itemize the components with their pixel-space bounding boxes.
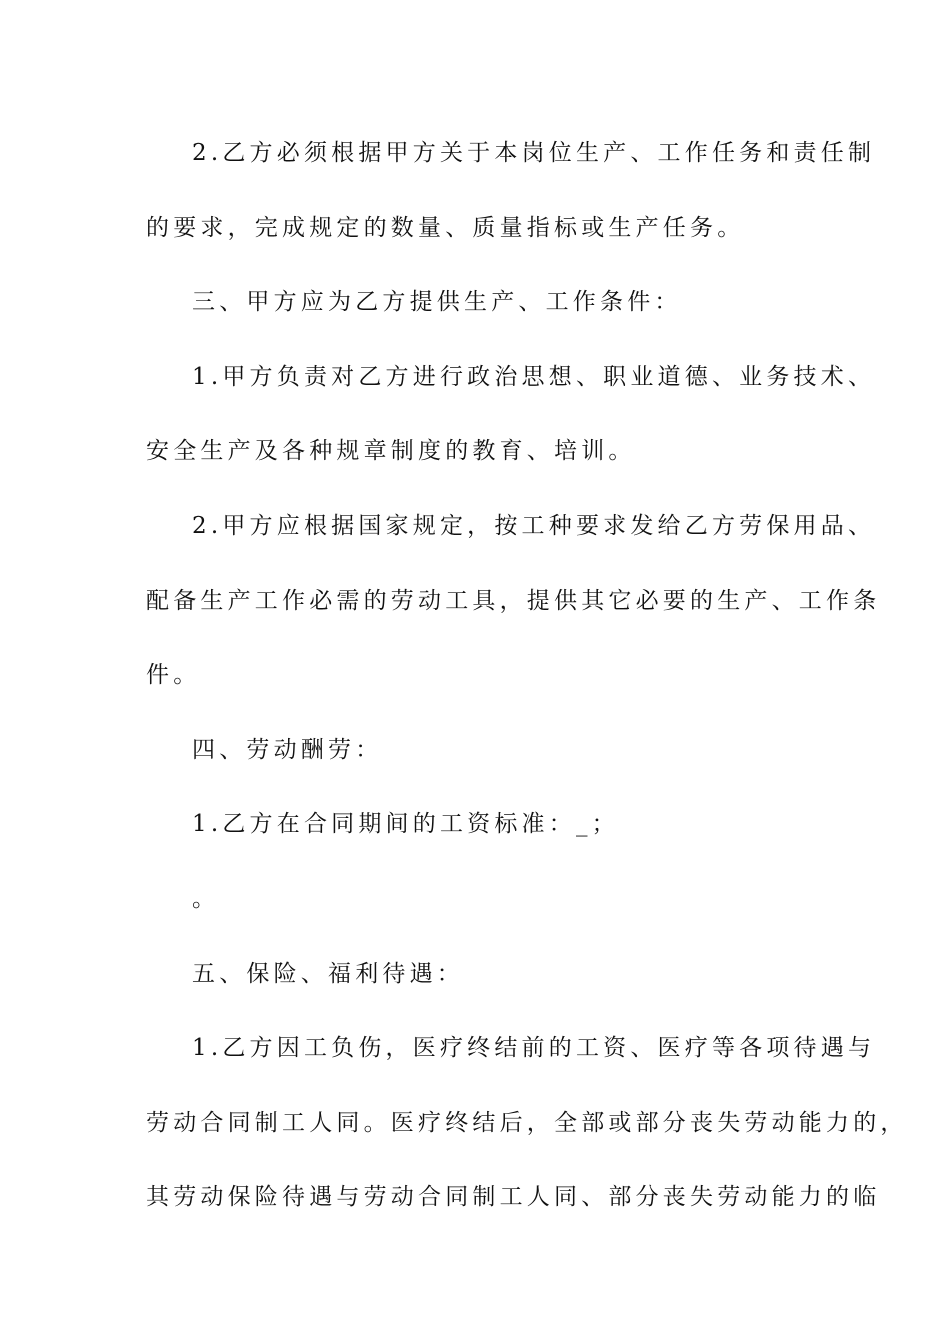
document-body: [146, 125, 908, 1244]
text-line-13: 1.乙方因工负伤，医疗终结前的工资、医疗等各项待遇与: [192, 1035, 876, 1062]
section-heading-4: 四、劳动酬劳：: [192, 736, 383, 763]
text-line-15: 其劳动保险待遇与劳动合同制工人同、部分丧失劳动能力的临: [146, 1184, 881, 1211]
text-line-5: 安全生产及各种规章制度的教育、培训。: [146, 438, 636, 465]
text-line-14: 劳动合同制工人同。医疗终结后，全部或部分丧失劳动能力的，: [146, 1109, 908, 1136]
text-line-2: 的要求，完成规定的数量、质量指标或生产任务。: [146, 214, 745, 241]
text-line-1: 2.乙方必须根据甲方关于本岗位生产、工作任务和责任制: [192, 140, 876, 166]
text-line-4: 1.甲方负责对乙方进行政治思想、职业道德、业务技术、: [192, 363, 876, 390]
text-line-10: 1.乙方在合同期间的工资标准：_；: [192, 811, 619, 838]
section-heading-3: 三、甲方应为乙方提供生产、工作条件：: [192, 289, 682, 316]
text-line-11: 。: [192, 885, 220, 912]
text-line-7: 配备生产工作必需的劳动工具，提供其它必要的生产、工作条: [146, 587, 881, 614]
section-heading-5: 五、保险、福利待遇：: [192, 960, 464, 987]
text-line-8: 件。: [146, 662, 201, 689]
text-line-6: 2.甲方应根据国家规定，按工种要求发给乙方劳保用品、: [192, 512, 876, 539]
